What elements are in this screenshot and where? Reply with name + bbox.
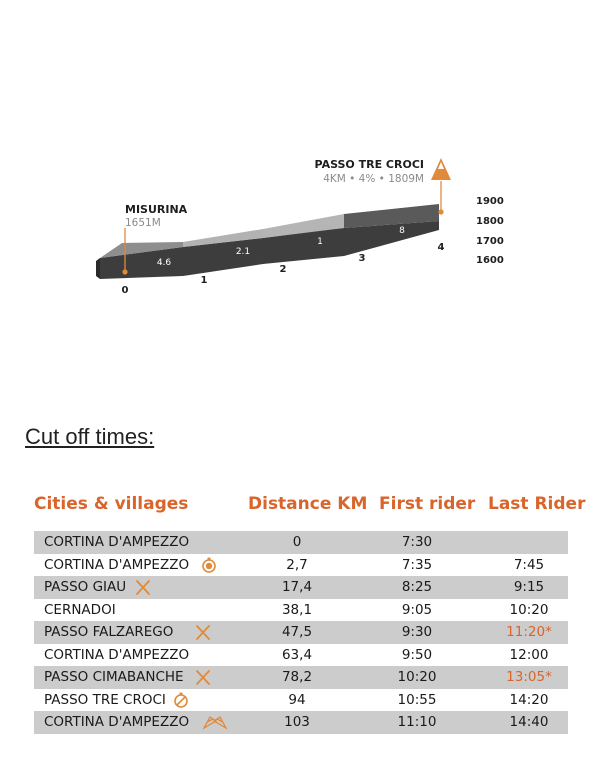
cutoff-table	[34, 531, 568, 734]
food-icon	[194, 668, 212, 686]
first-rider-time: 10:55	[397, 691, 437, 708]
segment-gradient-4: 8	[399, 226, 405, 236]
last-rider-time: 7:45	[513, 556, 545, 573]
altitude-label-1900: 1900	[476, 196, 504, 207]
first-rider-time: 9:05	[401, 601, 433, 618]
distance-value: 47,5	[281, 624, 313, 640]
place-name: CORTINA D'AMPEZZO	[44, 646, 190, 663]
km-mark-4: 4	[437, 242, 445, 253]
last-rider-time: 9:15	[513, 579, 545, 595]
table-row	[34, 621, 568, 644]
km-mark-0: 0	[121, 285, 129, 296]
last-rider-time: 12:00	[509, 646, 549, 663]
place-name: PASSO CIMABANCHE	[44, 669, 184, 685]
start-name: MISURINA	[125, 203, 188, 216]
table-row	[34, 531, 568, 554]
start-marker-dot	[122, 269, 127, 274]
stopwatch-icon	[200, 556, 218, 574]
cutoff-heading: Cut off times:	[25, 424, 155, 449]
altitude-label-1700: 1700	[476, 236, 504, 247]
summit-stats: 4KM • 4% • 1809M	[323, 173, 424, 185]
table-row	[34, 689, 568, 712]
km-mark-2: 2	[279, 264, 287, 275]
table-row	[34, 599, 568, 622]
place-name: CORTINA D'AMPEZZO	[44, 534, 190, 550]
altitude-label-1600: 1600	[476, 255, 504, 266]
place-name: PASSO FALZAREGO	[44, 624, 174, 640]
distance-value: 17,4	[281, 579, 313, 595]
table-row	[34, 554, 568, 577]
first-rider-time: 7:35	[401, 556, 433, 573]
table-row	[34, 644, 568, 667]
last-rider-time: 13:05*	[506, 669, 552, 685]
place-name: PASSO TRE CROCI	[44, 691, 166, 708]
column-header-last: Last Rider	[488, 494, 586, 514]
segment-gradient-3: 1	[317, 237, 323, 247]
last-rider-time: 14:20	[509, 691, 549, 708]
table-row	[34, 711, 568, 734]
first-rider-time: 7:30	[401, 534, 433, 550]
summit-marker-dot	[438, 209, 443, 214]
distance-value: 38,1	[281, 601, 313, 618]
distance-value: 63,4	[281, 646, 313, 663]
km-mark-1: 1	[200, 275, 208, 286]
column-header-distance: Distance KM	[248, 494, 368, 514]
distance-value: 2,7	[286, 556, 308, 573]
first-rider-time: 10:20	[397, 669, 437, 685]
distance-value: 0	[292, 534, 302, 550]
elevation-profile	[0, 140, 600, 310]
last-rider-time: 14:40	[509, 714, 549, 730]
altitude-label-1800: 1800	[476, 216, 504, 227]
first-rider-time: 8:25	[401, 579, 433, 595]
table-row	[34, 576, 568, 599]
timed-segment-icon	[172, 691, 190, 709]
table-row	[34, 666, 568, 689]
summit-mountain-icon	[431, 158, 451, 180]
summit-name: PASSO TRE CROCI	[314, 158, 424, 171]
food-icon	[194, 623, 212, 641]
segment-gradient-1: 4.6	[156, 258, 172, 268]
distance-value: 78,2	[281, 669, 313, 685]
food-icon	[134, 578, 152, 596]
place-name: CERNADOI	[44, 601, 116, 618]
place-name: CORTINA D'AMPEZZO	[44, 556, 190, 573]
first-rider-time: 11:10	[397, 714, 437, 730]
distance-value: 94	[288, 691, 306, 708]
profile-side-face	[96, 258, 100, 279]
first-rider-time: 9:30	[401, 624, 433, 640]
km-mark-3: 3	[358, 253, 366, 264]
segment-gradient-2: 2.1	[235, 247, 251, 257]
last-rider-time: 10:20	[509, 601, 549, 618]
place-name: PASSO GIAU	[44, 579, 127, 595]
distance-value: 103	[284, 714, 310, 730]
last-rider-time: 11:20*	[506, 624, 552, 640]
finish-flags-icon	[200, 713, 230, 731]
place-name: CORTINA D'AMPEZZO	[44, 714, 190, 730]
first-rider-time: 9:50	[401, 646, 433, 663]
column-header-first: First rider	[379, 494, 476, 514]
start-altitude: 1651M	[125, 217, 161, 229]
column-header-place: Cities & villages	[34, 494, 189, 514]
